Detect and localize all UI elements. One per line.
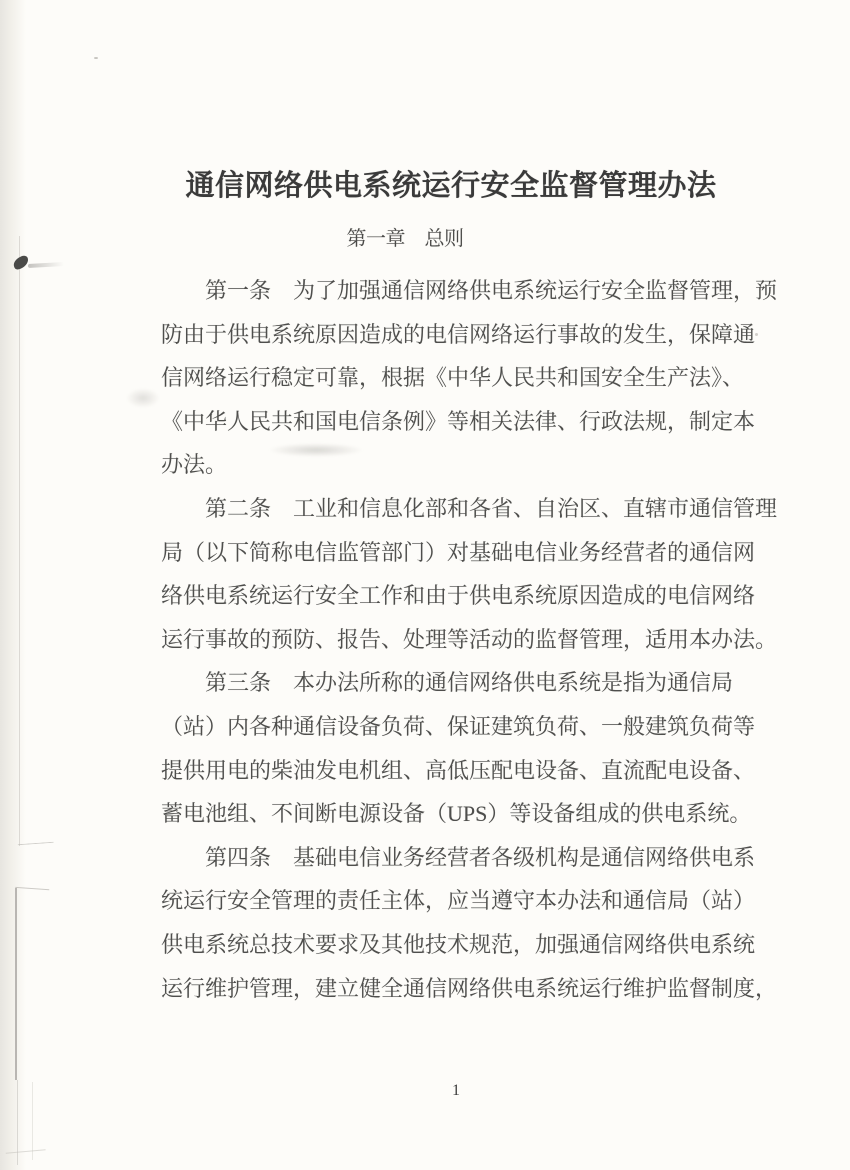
body-line: 络供电系统运行安全工作和由于供电系统原因造成的电信网络 bbox=[161, 583, 756, 609]
chapter-heading: 第一章 总则 bbox=[346, 228, 464, 250]
scan-speck-1 bbox=[94, 57, 98, 59]
left-edge-scan-shadow bbox=[0, 0, 26, 1170]
body-line: 办法。 bbox=[161, 452, 228, 478]
scan-fold-line-upper bbox=[19, 236, 20, 846]
page-number: 1 bbox=[452, 1082, 460, 1099]
body-line: （站）内各种通信设备负荷、保证建筑负荷、一般建筑负荷等 bbox=[161, 713, 756, 739]
scan-crease-mark-1 bbox=[18, 842, 55, 854]
document-body bbox=[161, 269, 801, 1010]
scan-smudge-2 bbox=[126, 388, 160, 408]
body-line: 蓄电池组、不间断电源设备（UPS）等设备组成的供电系统。 bbox=[161, 801, 752, 827]
body-line: 供电系统总技术要求及其他技术规范，加强通信网络供电系统 bbox=[161, 931, 756, 957]
scan-fold-line-dark bbox=[15, 888, 17, 1080]
body-line: 第四条 基础电信业务经营者各级机构是通信网络供电系 bbox=[205, 844, 756, 870]
body-line: 运行维护管理，建立健全通信网络供电系统运行维护监督制度， bbox=[161, 975, 778, 1001]
ink-mark-streak bbox=[28, 262, 64, 268]
body-line: 统运行安全管理的责任主体，应当遵守本办法和通信局（站） bbox=[161, 888, 756, 914]
body-line: 第二条 工业和信息化部和各省、自治区、直辖市通信管理 bbox=[205, 495, 778, 521]
document-title: 通信网络供电系统运行安全监督管理办法 bbox=[185, 170, 717, 202]
body-line: 第一条 为了加强通信网络供电系统运行安全监督管理，预 bbox=[205, 278, 778, 303]
body-line: 提供用电的柴油发电机组、高低压配电设备、直流配电设备、 bbox=[161, 757, 756, 783]
body-line: 防由于供电系统原因造成的电信网络运行事故的发生，保障通 bbox=[161, 321, 756, 347]
body-line: 运行事故的预防、报告、处理等活动的监督管理，适用本办法。 bbox=[161, 626, 778, 652]
body-line: 局（以下简称电信监管部门）对基础电信业务经营者的通信网 bbox=[161, 539, 756, 565]
body-line: 信网络运行稳定可靠，根据《中华人民共和国安全生产法》、 bbox=[161, 365, 745, 391]
body-line: 《中华人民共和国电信条例》等相关法律、行政法规，制定本 bbox=[161, 408, 756, 434]
body-line: 第三条 本办法所称的通信网络供电系统是指为通信局 bbox=[205, 670, 734, 696]
